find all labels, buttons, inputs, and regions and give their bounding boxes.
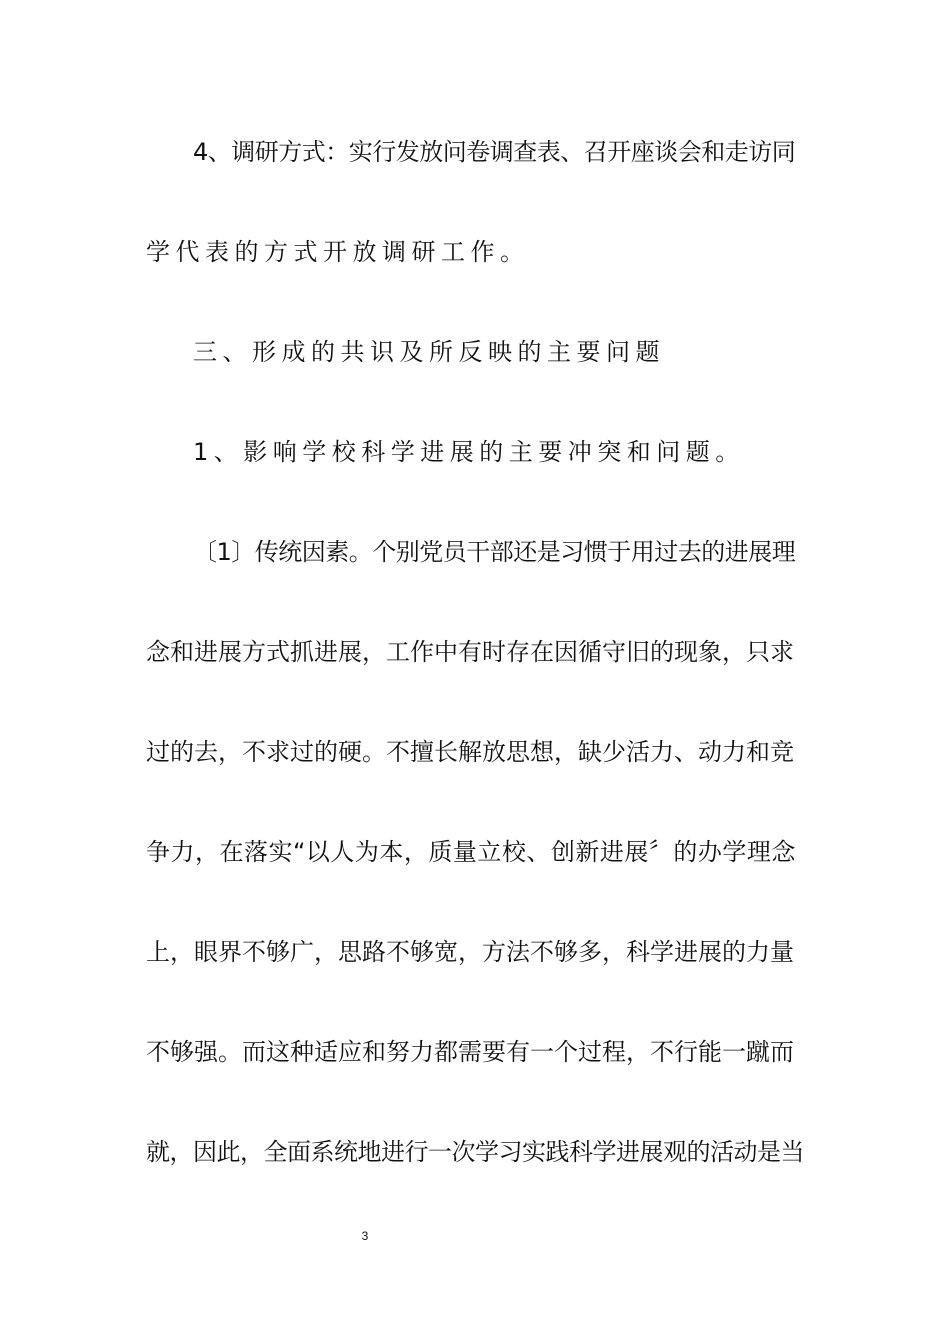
text-line: 就，因此，全面系统地进行一次学习实践科学进展观的活动是当 bbox=[146, 1138, 804, 1166]
page-number: 3 bbox=[361, 1229, 369, 1243]
text-line: 学代表的方式开放调研工作。 bbox=[146, 238, 530, 266]
text-line: 不够强。而这种适应和努力都需要有一个过程，不行能一蹴而 bbox=[146, 1038, 794, 1066]
text-line: 4、调研方式：实行发放问卷调查表、召开座谈会和走访同 bbox=[193, 138, 796, 166]
section-heading: 三、形成的共识及所反映的主要问题 bbox=[193, 338, 665, 366]
text-line: 争力，在落实“以人为本，质量立校、创新进展〞的办学理念 bbox=[146, 838, 796, 866]
subsection-heading: 1、影响学校科学进展的主要冲突和问题。 bbox=[193, 438, 745, 466]
text-line: 上，眼界不够广，思路不够宽，方法不够多，科学进展的力量 bbox=[146, 938, 794, 966]
text-line: 过的去，不求过的硬。不擅长解放思想，缺少活力、动力和竞 bbox=[146, 738, 794, 766]
text-line: 〔1〕传统因素。个别党员干部还是习惯于用过去的进展理 bbox=[193, 538, 796, 566]
text-line: 念和进展方式抓进展，工作中有时存在因循守旧的现象，只求 bbox=[146, 638, 794, 666]
